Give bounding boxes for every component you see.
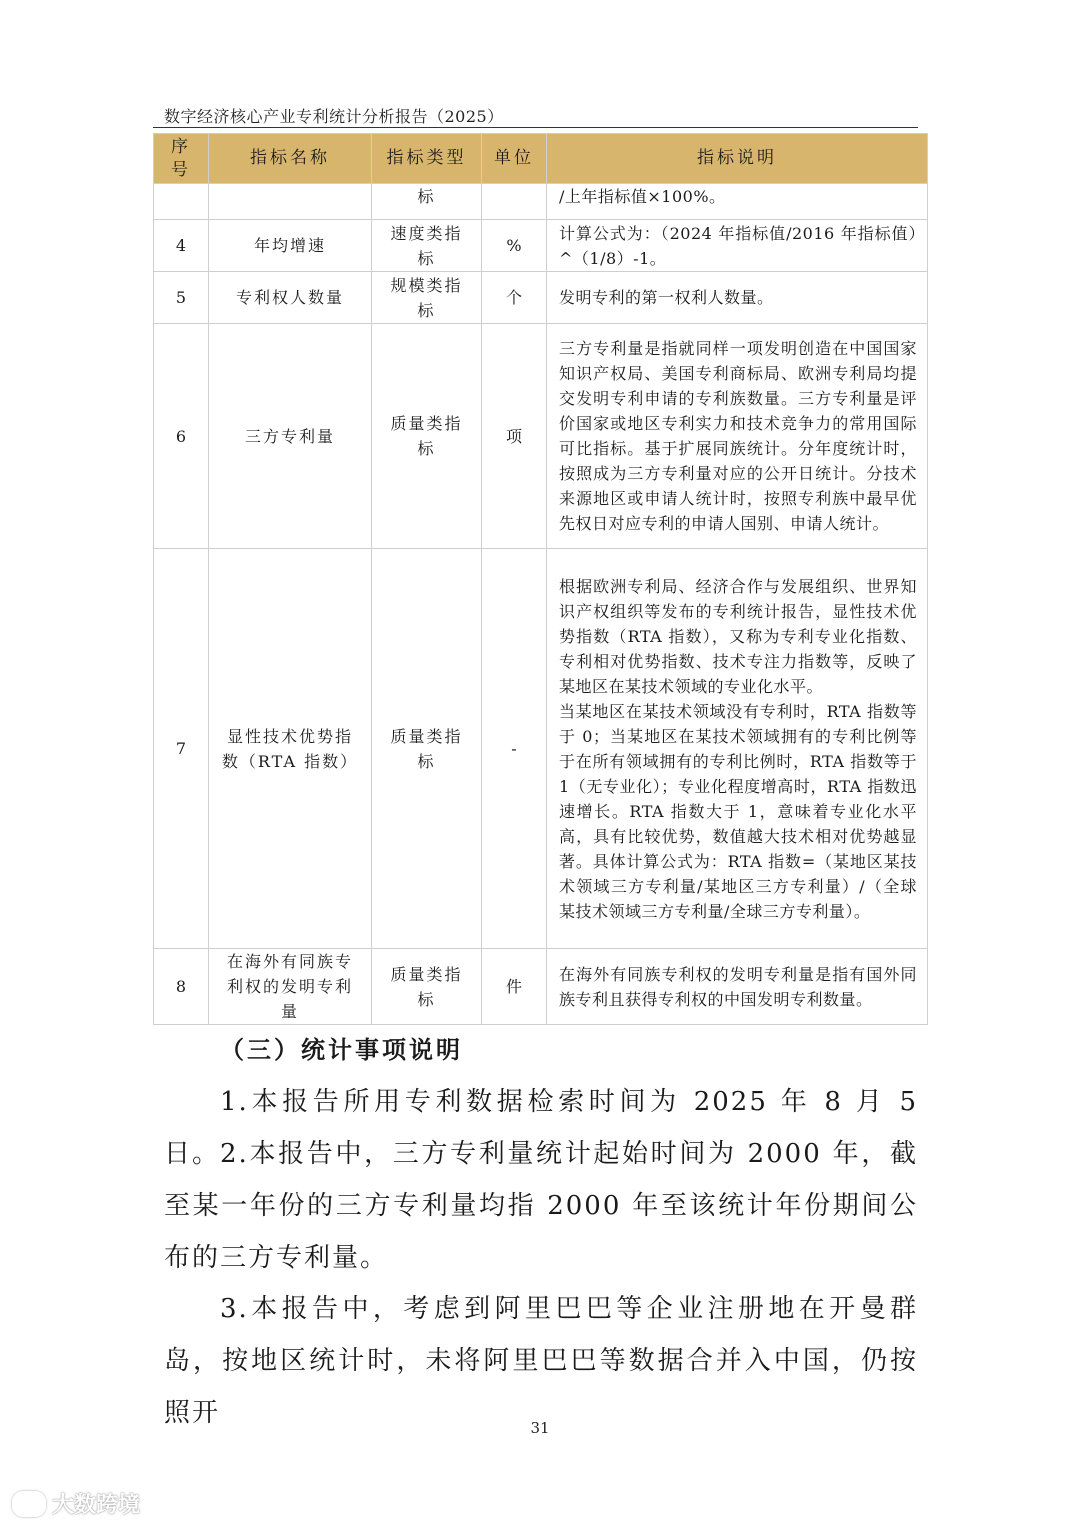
table-row	[154, 220, 928, 272]
cell-no: 8	[154, 949, 209, 1025]
cell-unit: 项	[482, 324, 547, 549]
header-rule	[153, 127, 918, 128]
col-header-unit: 单位	[482, 134, 547, 184]
cell-name: 三方专利量	[209, 324, 372, 549]
page-number: 31	[530, 1419, 550, 1437]
paragraph-1: 1.本报告所用专利数据检索时间为 2025 年 8 月 5 日。	[164, 1087, 918, 1169]
cell-desc	[547, 549, 928, 949]
cell-desc: 发明专利的第一权利人数量。	[547, 272, 928, 324]
cell-desc: 在海外有同族专利权的发明专利量是指有国外同族专利且获得专利权的中国发明专利数量。	[547, 949, 928, 1025]
cell-name: 在海外有同族专利权的发明专利量	[209, 949, 372, 1025]
cell-type: 标	[372, 184, 482, 220]
cell-unit: 件	[482, 949, 547, 1025]
running-header: 数字经济核心产业专利统计分析报告（2025）	[164, 107, 504, 126]
watermark	[12, 1488, 140, 1519]
cell-desc: 三方专利量是指就同样一项发明创造在中国国家知识产权局、美国专利商标局、欧洲专利局均提交发明专利申请的专利族数量。三方专利量是评价国家或地区专利实力和技术竞争力的常用国际可比指标。基于扩展同族统计。分年度统计时，按照成为三方专利量对应的公开日统计。分技术来源地区或申请人统计时，按照专利族中最早优先权日对应专利的申请人国别、申请人统计。	[547, 324, 928, 549]
table-row	[154, 949, 928, 1025]
cell-type: 质量类指标	[372, 949, 482, 1025]
cell-type: 质量类指标	[372, 324, 482, 549]
table-row	[154, 272, 928, 324]
table-row	[154, 324, 928, 549]
cell-name: 专利权人数量	[209, 272, 372, 324]
cell-no: 7	[154, 549, 209, 949]
cell-type: 质量类指标	[372, 549, 482, 949]
desc-paragraph: 当某地区在某技术领域没有专利时，RTA 指数等于 0；当某地区在某技术领域拥有的专利比例等于在所有领域拥有的专利比例时，RTA 指数等于 1（无专业化）；专业化程度增高时，RTA 指数迅速增长。RTA 指数大于 1，意味着专业化水平高，具有比较优势，数值越大技术相对优势越显著。具体计算公式为：RTA 指数=（某地区某技术领域三方专利量/某地区三方专利量）/（全球某技术领域三方专利量/全球三方专利量）。	[559, 701, 917, 921]
cell-type: 速度类指标	[372, 220, 482, 272]
cell-desc: /上年指标值×100%。	[547, 184, 928, 220]
cell-unit: -	[482, 549, 547, 949]
cell-no	[154, 184, 209, 220]
paragraph-2: 2.本报告中，三方专利量统计起始时间为 2000 年，截至某一年份的三方专利量均指 2000 年至该统计年份期间公布的三方专利量。	[164, 1139, 918, 1273]
table-row	[154, 184, 928, 220]
col-header-no: 序号	[154, 134, 209, 184]
cell-desc: 计算公式为：（2024 年指标值/2016 年指标值）^（1/8）-1。	[547, 220, 928, 272]
cell-name	[209, 184, 372, 220]
indicator-table	[153, 133, 928, 1025]
cell-unit: 个	[482, 272, 547, 324]
col-header-name: 指标名称	[209, 134, 372, 184]
section-heading: （三）统计事项说明	[220, 1035, 463, 1064]
cell-no: 6	[154, 324, 209, 549]
cell-unit	[482, 184, 547, 220]
cell-no: 5	[154, 272, 209, 324]
table-row	[154, 549, 928, 949]
table-header-row	[154, 134, 928, 184]
desc-paragraph: 根据欧洲专利局、经济合作与发展组织、世界知识产权组织等发布的专利统计报告，显性技术优势指数（RTA 指数），又称为专利专业化指数、专利相对优势指数、技术专注力指数等，反映了某地区在某技术领域的专业化水平。	[559, 576, 917, 696]
cell-unit: %	[482, 220, 547, 272]
watermark-text: 大数跨境	[52, 1493, 141, 1518]
paragraph-3: 3.本报告中，考虑到阿里巴巴等企业注册地在开曼群岛，按地区统计时，未将阿里巴巴等数据合并入中国，仍按照开	[164, 1294, 918, 1428]
col-header-type: 指标类型	[372, 134, 482, 184]
col-header-desc: 指标说明	[547, 134, 928, 184]
cell-name: 年均增速	[209, 220, 372, 272]
cell-no: 4	[154, 220, 209, 272]
watermark-logo-icon	[12, 1491, 46, 1517]
cell-type: 规模类指标	[372, 272, 482, 324]
cell-name: 显性技术优势指数（RTA 指数）	[209, 549, 372, 949]
